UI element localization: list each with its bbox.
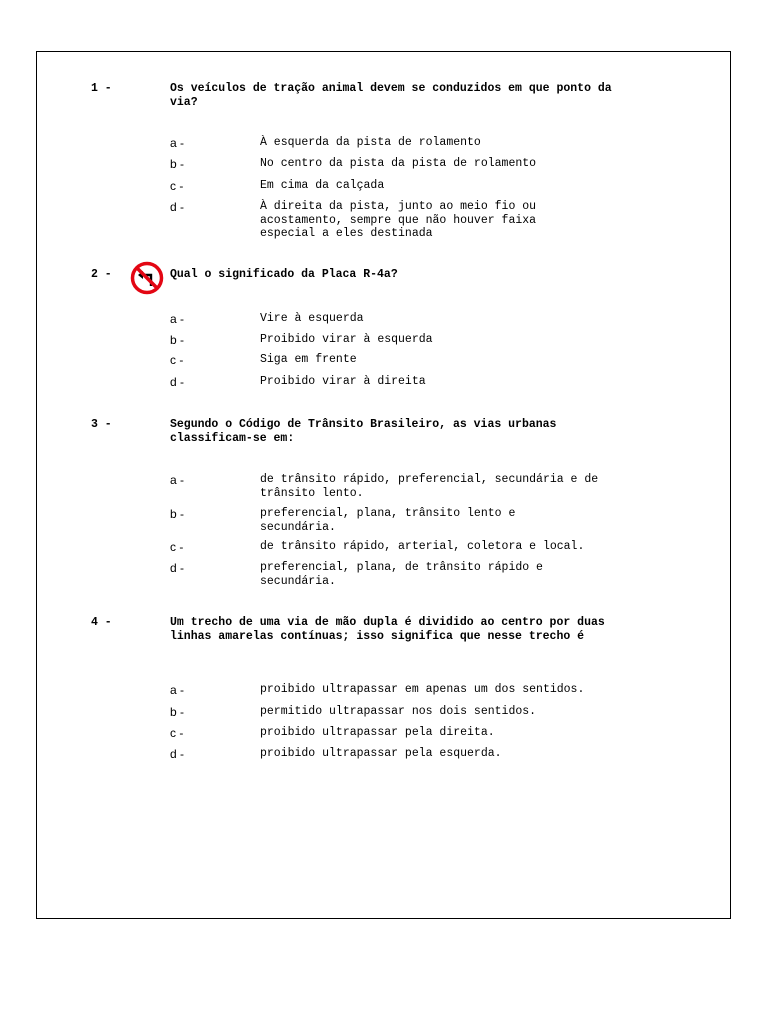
- option-text: Siga em frente: [260, 353, 357, 366]
- question-text: Segundo o Código de Trânsito Brasileiro, as vias urbanas classificam-se em:: [170, 418, 557, 445]
- option-letter: c -: [170, 726, 184, 740]
- option-text: Proibido virar à direita: [260, 375, 426, 388]
- question-text: Os veículos de tração animal devem se conduzidos em que ponto da via?: [170, 82, 612, 109]
- option-letter: d -: [170, 375, 185, 389]
- option-text: preferencial, plana, trânsito lento e secundária.: [260, 507, 516, 534]
- option-letter: a -: [170, 683, 185, 697]
- option-letter: a -: [170, 136, 185, 150]
- question-number: 2 -: [91, 268, 112, 281]
- option-text: Proibido virar à esquerda: [260, 333, 433, 346]
- question-text: Um trecho de uma via de mão dupla é dividido ao centro por duas linhas amarelas contínuas; isso significa que nesse trecho é: [170, 616, 605, 643]
- option-letter: b -: [170, 705, 185, 719]
- option-letter: c -: [170, 353, 184, 367]
- option-text: Em cima da calçada: [260, 179, 385, 192]
- option-text: Vire à esquerda: [260, 312, 364, 325]
- option-letter: c -: [170, 179, 184, 193]
- option-text: proibido ultrapassar pela direita.: [260, 726, 495, 739]
- option-text: À esquerda da pista de rolamento: [260, 136, 481, 149]
- option-letter: a -: [170, 473, 185, 487]
- option-text: preferencial, plana, de trânsito rápido e secundária.: [260, 561, 543, 588]
- question-number: 3 -: [91, 418, 112, 431]
- option-text: de trânsito rápido, arterial, coletora e local.: [260, 540, 585, 553]
- option-letter: c -: [170, 540, 184, 554]
- document-frame: [36, 51, 731, 919]
- option-text: proibido ultrapassar em apenas um dos sentidos.: [260, 683, 585, 696]
- option-text: À direita da pista, junto ao meio fio ou acostamento, sempre que não houver faixa especial a eles destinada: [260, 200, 537, 240]
- option-letter: d -: [170, 561, 185, 575]
- option-letter: d -: [170, 747, 185, 761]
- option-letter: a -: [170, 312, 185, 326]
- option-letter: b -: [170, 157, 185, 171]
- question-number: 1 -: [91, 82, 112, 95]
- option-text: proibido ultrapassar pela esquerda.: [260, 747, 502, 760]
- option-letter: b -: [170, 507, 185, 521]
- question-number: 4 -: [91, 616, 112, 629]
- option-text: permitido ultrapassar nos dois sentidos.: [260, 705, 537, 718]
- option-text: No centro da pista da pista de rolamento: [260, 157, 537, 170]
- option-text: de trânsito rápido, preferencial, secundária e de trânsito lento.: [260, 473, 599, 500]
- option-letter: b -: [170, 333, 185, 347]
- question-text: Qual o significado da Placa R-4a?: [170, 268, 398, 281]
- option-letter: d -: [170, 200, 185, 214]
- no-left-turn-sign-icon: [130, 261, 164, 295]
